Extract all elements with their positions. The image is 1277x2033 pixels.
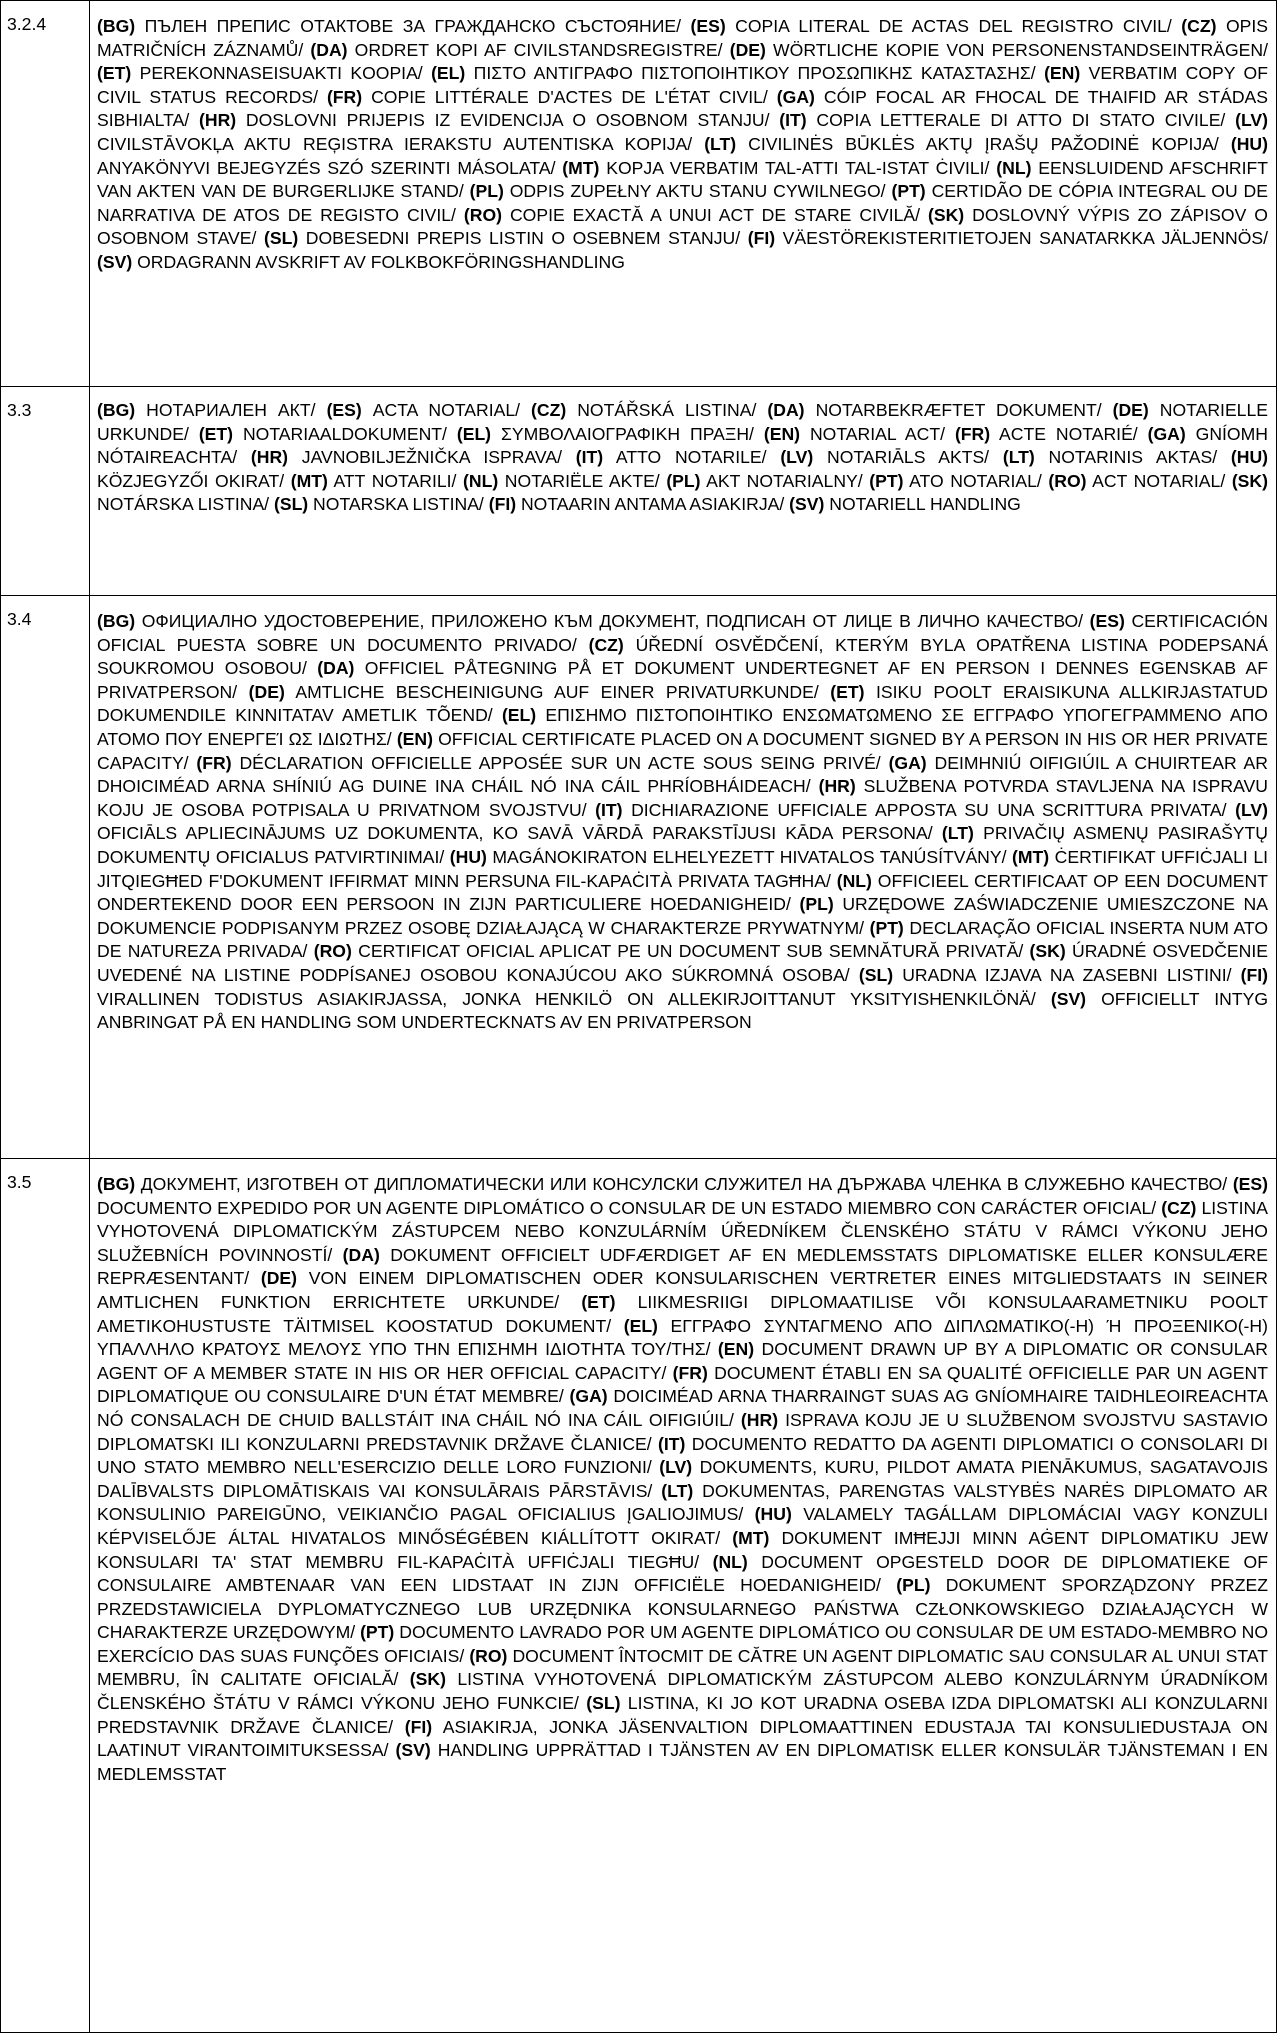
language-code: (SK) xyxy=(927,204,965,225)
language-code: (EL) xyxy=(501,705,537,726)
language-code: (DE) xyxy=(1112,400,1149,420)
translation-text: ACT NOTARIAL/ xyxy=(1086,470,1232,491)
translation-text: ПЪЛЕН ПРЕПИС ОТАКТОВЕ ЗА ГРАЖДАНСКО СЪСТОЯНИЕ/ xyxy=(135,16,691,36)
language-code: (SV) xyxy=(1050,988,1087,1009)
translation-text: NOTÁŘSKÁ LISTINA/ xyxy=(566,400,768,420)
translation-text: MAGÁNOKIRATON ELHELYEZETT HIVATALOS TANÚSÍTVÁNY/ xyxy=(486,846,1013,867)
translation-text: ASIAKIRJA, JONKA JÄSENVALTION DIPLOMAATTINEN EDUSTAJA TAI KONSULIEDUSTAJA ON LAATINUT VIRANTOIMITUKSESSA/ xyxy=(97,1716,1268,1761)
translation-text: COPIE EXACTĂ A UNUI ACT DE STARE CIVILĂ/ xyxy=(501,204,928,225)
translation-text: ĊERTIFIKAT UFFIĊJALI LI JITQIEGĦED F'DOKUMENT IFFIRMAT MINN PERSUNA FIL-KAPAĊITÀ PRIVATA TAGĦHA/ xyxy=(97,846,1268,891)
translation-text: ΠΙΣΤΟ ΑΝΤΙΓΡΑΦΟ ΠΙΣΤΟΠΟΙΗΤΙΚΟΥ ΠΡΟΣΩΠΙΚΗΣ ΚΑΤΑΣΤΑΣΗΣ/ xyxy=(465,63,1045,84)
translation-text: DOSLOVNÝ VÝPIS ZO ZÁPISOV O OSOBNOM STAVE/ xyxy=(97,204,1268,249)
translation-text: NOTARINIS AKTAS/ xyxy=(1034,447,1231,468)
translation-text: DOBESEDNI PREPIS LISTIN O OSEBNEM STANJU/ xyxy=(298,228,748,249)
translation-text: OPIS MATRIČNÍCH ZÁZNAMŮ/ xyxy=(97,16,1269,60)
language-code: (EL) xyxy=(431,63,466,84)
translation-text: DOCUMENTO EXPEDIDO POR UN AGENTE DIPLOMÁTICO O CONSULAR DE UN ESTADO MIEMBRO CON CARÁCTER OFICIAL/ xyxy=(97,1197,1162,1218)
translation-text: NOTARIELLE URKUNDE/ xyxy=(97,400,1268,444)
translation-text: CIVILSTĀVOKĻA AKTU REĢISTRA IERAKSTU AUTENTISKA KOPIJA/ xyxy=(97,133,705,154)
language-code: (ET) xyxy=(198,423,234,444)
translation-text: KÖZJEGYZŐI OKIRAT/ xyxy=(97,470,291,491)
translation-text: LIIKMESRIIGI DIPLOMAATILISE VÕI KONSULAARAMETNIKU POOLT AMETIKOHUSTUSTE TÄITMISEL KOOSTATUD DOKUMENT/ xyxy=(97,1291,1268,1336)
language-code: (CZ) xyxy=(1181,16,1217,36)
language-code: (HU) xyxy=(1230,447,1269,468)
row-number: 3.4 xyxy=(1,596,90,1159)
language-code: (EN) xyxy=(1044,63,1081,84)
translation-text: COPIA LETTERALE DI ATTO DI STATO CIVILE/ xyxy=(806,110,1236,131)
language-code: (EN) xyxy=(396,728,433,749)
language-code: (EL) xyxy=(623,1315,658,1336)
language-code: (DE) xyxy=(729,39,766,60)
language-code: (MT) xyxy=(290,470,328,491)
language-code: (DA) xyxy=(342,1244,380,1265)
translation-text: WÖRTLICHE KOPIE VON PERSONENSTANDSEINTRÄGEN/ xyxy=(765,39,1268,60)
language-code: (SV) xyxy=(97,251,133,272)
table-row xyxy=(1,387,1277,596)
translation-text: DÉCLARATION OFFICIELLE APPOSÉE SUR UN ACTE SOUS SEING PRIVÉ/ xyxy=(231,752,889,773)
translation-text: NOTÁRSKA LISTINA/ xyxy=(97,494,274,515)
translation-text: LISTINA VYHOTOVENÁ DIPLOMATICKÝM ZÁSTUPCOM ALEBO KONZULÁRNYM ÚRADNÍKOM ČLENSKÉHO ŠTÁTU V RÁMCI VÝKONU JEHO FUNKCIE/ xyxy=(97,1669,1268,1714)
translation-text: NOTARIĀLS AKTS/ xyxy=(813,447,1003,468)
translation-text: DOCUMENT ÉTABLI EN SA QUALITÉ OFFICIELLE PAR UN AGENT DIPLOMATIQUE OU CONSULAIRE D'UN ÉTAT MEMBRE/ xyxy=(97,1362,1268,1407)
language-code: (PT) xyxy=(869,470,904,491)
language-code: (MT) xyxy=(562,157,600,178)
translation-text: VERBATIM COPY OF CIVIL STATUS RECORDS/ xyxy=(97,63,1268,107)
language-code: (ES) xyxy=(326,400,362,420)
translation-text: NOTARIAL ACT/ xyxy=(800,423,955,444)
language-code: (HR) xyxy=(199,110,237,131)
language-code: (DA) xyxy=(317,658,355,679)
translation-text: DOKUMENT IMĦEJJI MINN AĠENT DIPLOMATIKU JEW KONSULARI TA' STAT MEMBRU FIL-KAPAĊITÀ UFFIĊJALI TIEGĦU/ xyxy=(97,1527,1268,1572)
translation-text: VON EINEM DIPLOMATISCHEN ODER KONSULARISCHEN VERTRETER EINES MITGLIEDSTAATS IN SEINER AMTLICHEN FUNKTION ERRICHTETE URKUNDE/ xyxy=(97,1268,1268,1312)
row-number: 3.5 xyxy=(1,1159,90,2033)
translation-text: ISPRAVA KOJU JE U SLUŽBENOM SVOJSTVU SASTAVIO DIPLOMATSKI ILI KONZULARNI PREDSTAVNIK DRŽAVE ČLANICE/ xyxy=(97,1409,1268,1454)
translation-text: NOTARSKA LISTINA/ xyxy=(308,494,489,515)
translation-text: DOKUMENT SPORZĄDZONY PRZEZ PRZEDSTAWICIELA DYPLOMATYCZNEGO LUB URZĘDNIKA KONSULARNEGO PAŃSTWA CZŁONKOWSKIEGO DZIAŁAJĄCYCH W CHARAKTERZE URZĘDOWYM/ xyxy=(97,1575,1268,1643)
translation-text: COPIA LITERAL DE ACTAS DEL REGISTRO CIVIL/ xyxy=(725,16,1182,36)
translation-text: ATT NOTARILI/ xyxy=(327,470,464,491)
language-code: (BG) xyxy=(97,611,136,631)
language-code: (EN) xyxy=(763,423,801,444)
translation-text: DOCUMENTO REDATTO DA AGENTI DIPLOMATICI O CONSOLARI DI UNO STATO MEMBRO NELL'ESERCIZIO DELLE LORO FUNZIONI/ xyxy=(97,1433,1268,1478)
translation-text: ОФИЦИАЛНО УДОСТОВЕРЕНИЕ, ПРИЛОЖЕНО КЪМ ДОКУМЕНТ, ПОДПИСАН ОТ ЛИЦЕ В ЛИЧНО КАЧЕСТВО/ xyxy=(135,611,1090,631)
language-code: (BG) xyxy=(97,16,136,36)
language-code: (FI) xyxy=(404,1716,433,1737)
language-code: (FI) xyxy=(488,494,517,515)
translation-text: URADNA IZJAVA NA ZASEBNI LISTINI/ xyxy=(893,964,1241,985)
translation-text: NOTARIËLE AKTE/ xyxy=(498,470,667,491)
language-code: (RO) xyxy=(313,941,352,962)
translation-text: DOKUMENTS, KURU, PILDOT AMATA PIENĀKUMUS, SAGATAVOJIS DALĪBVALSTS DIPLOMĀTISKAIS VAI KONSULĀRAIS PĀRSTĀVIS/ xyxy=(97,1457,1268,1501)
translation-text: ÚRADNÉ OSVEDČENIE UVEDENÉ NA LISTINE PODPÍSANEJ OSOBOU KONAJÚCOU AKO SÚKROMNÁ OSOBA/ xyxy=(97,941,1268,985)
language-code: (SV) xyxy=(395,1740,431,1761)
translation-text: OFFICIAL CERTIFICATE PLACED ON A DOCUMENT SIGNED BY A PERSON IN HIS OR HER PRIVATE CAPACITY/ xyxy=(97,728,1268,773)
language-code: (EL) xyxy=(456,423,492,444)
translation-text: DOCUMENT ÎNTOCMIT DE CĂTRE UN AGENT DIPLOMATIC SAU CONSULAR AL UNUI STAT MEMBRU, ÎN CALITATE OFICIALĂ/ xyxy=(97,1645,1268,1690)
translation-text: DOCUMENTO LAVRADO POR UM AGENTE DIPLOMÁTICO OU CONSULAR DE UM ESTADO-MEMBRO NO EXERCÍCIO DAS SUAS FUNÇÕES OFICIAIS/ xyxy=(97,1622,1269,1666)
language-code: (DE) xyxy=(260,1268,298,1289)
translation-text: ΕΠΙΣΗΜΟ ΠΙΣΤΟΠΟΙΗΤΙΚΟ ΕΝΣΩΜΑΤΩΜΕΝΟ ΣΕ ΕΓΓΡΑΦΟ ΥΠΟΓΕΓΡΑΜΜΕΝΟ ΑΠΟ ΑΤΟΜΟ ΠΟΥ ΕΝΕΡΓΕΊ ΩΣ ΙΔΙΩΤΗΣ/ xyxy=(97,705,1268,749)
language-code: (HR) xyxy=(740,1409,779,1430)
translation-text: ORDAGRANN AVSKRIFT AV FOLKBOKFÖRINGSHANDLING xyxy=(132,251,625,272)
translation-text: ATO NOTARIAL/ xyxy=(903,470,1049,491)
language-code: (LT) xyxy=(1002,447,1035,468)
language-code: (BG) xyxy=(97,1174,136,1194)
translation-text: DOSLOVNI PRIJEPIS IZ EVIDENCIJA O OSOBNOM STANJU/ xyxy=(236,110,780,131)
translation-text: DOKUMENT OFFICIELT UDFÆRDIGET AF EN MEDLEMSSTATS DIPLOMATISKE ELLER KONSULÆRE REPRÆSENTANT/ xyxy=(97,1244,1268,1289)
language-code: (LT) xyxy=(661,1480,694,1501)
language-code: (GA) xyxy=(776,86,815,107)
language-code: (PL) xyxy=(799,894,834,915)
language-code: (HR) xyxy=(818,776,856,797)
translation-text: ДОКУМЕНТ, ИЗГОТВЕН ОТ ДИПЛОМАТИЧЕСКИ ИЛИ КОНСУЛСКИ СЛУЖИТЕЛ НА ДЪРЖАВА ЧЛЕНКА В СЛУЖЕБНО КАЧЕСТВО/ xyxy=(135,1174,1233,1194)
language-code: (LV) xyxy=(1235,110,1268,131)
translation-text: OFICIĀLS APLIECINĀJUMS UZ DOKUMENTA, KO SAVĀ VĀRDĀ PARAKSTĪJUSI KĀDA PERSONA/ xyxy=(97,823,942,844)
language-code: (PL) xyxy=(469,181,504,202)
translation-text: URZĘDOWE ZAŚWIADCZENIE UMIESZCZONE NA DOKUMENCIE PODPISANYM PRZEZ OSOBĘ DZIAŁAJĄCĄ W CHARAKTERZE PRYWATNYM/ xyxy=(97,894,1268,938)
translation-text: ATTO NOTARILE/ xyxy=(603,447,781,468)
language-code: (NL) xyxy=(712,1551,748,1572)
language-code: (PL) xyxy=(896,1575,931,1596)
translation-text: SLUŽBENA POTVRDA STAVLJENA NA ISPRAVU KOJU JE OSOBA POTPISALA U PRIVATNOM SVOJSTVU/ xyxy=(97,776,1268,820)
translation-text: ACTA NOTARIAL/ xyxy=(361,400,532,420)
language-code: (LT) xyxy=(941,823,974,844)
language-code: (IT) xyxy=(779,110,807,131)
translation-text: NOTARIELL HANDLING xyxy=(824,494,1021,515)
translation-text: AKT NOTARIALNY/ xyxy=(700,470,870,491)
language-code: (FR) xyxy=(196,752,232,773)
language-code: (FI) xyxy=(747,228,776,249)
language-code: (IT) xyxy=(575,447,604,468)
table-row xyxy=(1,1159,1277,2033)
language-code: (ET) xyxy=(830,681,865,702)
language-code: (HR) xyxy=(250,447,289,468)
language-code: (EN) xyxy=(717,1339,755,1360)
language-code: (FI) xyxy=(1240,964,1268,985)
translation-text: VALAMELY TAGÁLLAM DIPLOMÁCIAI VAGY KONZULI KÉPVISELŐJE ÁLTAL HIVATALOS MINŐSÉGÉBEN KIÁLLÍTOTT OKIRAT/ xyxy=(97,1504,1268,1548)
language-code: (PT) xyxy=(360,1622,395,1643)
table-row xyxy=(1,1,1277,387)
language-code: (CZ) xyxy=(1161,1197,1197,1218)
translation-text: DOCUMENT DRAWN UP BY A DIPLOMATIC OR CONSULAR AGENT OF A MEMBER STATE IN HIS OR HER OFFICIAL CAPACITY/ xyxy=(97,1339,1268,1383)
language-code: (NL) xyxy=(463,470,499,491)
language-code: (FR) xyxy=(672,1362,708,1383)
row-text xyxy=(90,387,1277,596)
language-code: (SL) xyxy=(273,494,309,515)
translation-text: DOCUMENT OPGESTELD DOOR DE DIPLOMATIEKE OF CONSULAIRE AMBTENAAR VAN EEN LIDSTAAT IN ZIJN OFFICIËLE HOEDANIGHEID/ xyxy=(97,1551,1268,1596)
row-text xyxy=(90,1159,1277,2033)
translation-text: DOICIMÉAD ARNA THARRAINGT SUAS AG GNÍOMHAIRE TAIDHLEOIREACHTA NÓ CONSALACH DE CHUID BALLSTÁIT INA CHÁIL NÓ INA CÁIL OIFIGIÚIL/ xyxy=(97,1386,1268,1430)
translation-text: AMTLICHE BESCHEINIGUNG AUF EINER PRIVATURKUNDE/ xyxy=(284,681,831,702)
language-code: (DA) xyxy=(767,400,805,420)
translation-text: PRIVAČIŲ ASMENŲ PASIRAŠYTŲ DOKUMENTŲ OFICIALUS PATVIRTINIMAI/ xyxy=(97,823,1268,867)
language-code: (MT) xyxy=(1012,846,1050,867)
table-row xyxy=(1,596,1277,1159)
language-code: (SL) xyxy=(586,1693,621,1714)
language-code: (SV) xyxy=(789,494,825,515)
translation-text: VÄESTÖREKISTERITIETOJEN SANATARKKA JÄLJENNÖS/ xyxy=(775,228,1269,249)
translation-text: DICHIARAZIONE UFFICIALE APPOSTA SU UNA SCRITTURA PRIVATA/ xyxy=(622,799,1236,820)
language-code: (PT) xyxy=(891,181,926,202)
language-code: (GA) xyxy=(569,1386,608,1407)
language-code: (LV) xyxy=(659,1457,693,1478)
translation-text: HANDLING UPPRÄTTAD I TJÄNSTEN AV EN DIPLOMATISK ELLER KONSULÄR TJÄNSTEMAN I EN MEDLEMSSTAT xyxy=(97,1740,1269,1784)
translation-text: VIRALLINEN TODISTUS ASIAKIRJASSA, JONKA HENKILÖ ON ALLEKIRJOITTANUT YKSITYISHENKILÖNÄ/ xyxy=(97,988,1051,1009)
translation-text: ISIKU POOLT ERAISIKUNA ALLKIRJASTATUD DOKUMENDILE KINNITATAV AMETLIK TÕEND/ xyxy=(97,681,1269,726)
translation-text: DECLARAÇÃO OFICIAL INSERTA NUM ATO DE NATUREZA PRIVADA/ xyxy=(97,917,1268,962)
language-code: (DE) xyxy=(248,681,285,702)
row-number: 3.3 xyxy=(1,387,90,596)
language-code: (ES) xyxy=(690,16,726,36)
translation-text: GNÍOMH NÓTAIREACHTA/ xyxy=(97,423,1268,468)
translation-text: ΕΓΓΡΑΦΟ ΣΥΝΤΑΓΜΕΝΟ ΑΠΟ ΔΙΠΛΩΜΑΤΙΚΟ(-Η) Ή ΠΡΟΞΕΝΙΚΟ(-Η) ΥΠΑΛΛΗΛΟ ΚΡΑΤΟΥΣ ΜΕΛΟΥΣ ΥΠΟ ΤΗΝ ΕΠΙΣΗΜΗ ΙΔΙΟΤΗΤΑ ΤΟΥ/ΤΗΣ/ xyxy=(97,1315,1268,1360)
translation-text: OFFICIEEL CERTIFICAAT OP EEN DOCUMENT ONDERTEKEND DOOR EEN PERSOON IN ZIJN PARTICULIERE HOEDANIGHEID/ xyxy=(97,870,1268,915)
language-code: (ES) xyxy=(1232,1174,1268,1194)
translation-text: ORDRET KOPI AF CIVILSTANDSREGISTRE/ xyxy=(347,39,730,60)
translation-text: CERTIFICACIÓN OFICIAL PUESTA SOBRE UN DOCUMENTO PRIVADO/ xyxy=(97,611,1268,655)
language-code: (PL) xyxy=(666,470,701,491)
language-code: (HU) xyxy=(754,1504,792,1525)
language-code: (IT) xyxy=(595,799,623,820)
translation-text: ÚŘEDNÍ OSVĚDČENÍ, KTERÝM BYLA OPATŘENA LISTINA PODEPSANÁ SOUKROMOU OSOBOU/ xyxy=(97,634,1268,679)
language-code: (HU) xyxy=(449,846,487,867)
language-code: (PT) xyxy=(869,917,904,938)
language-code: (RO) xyxy=(469,1645,508,1666)
translation-text: ACTE NOTARIÉ/ xyxy=(990,423,1148,444)
translation-text: OFFICIELLT INTYG ANBRINGAT PÅ EN HANDLING SOM UNDERTECKNATS AV EN PRIVATPERSON xyxy=(97,988,1269,1033)
language-code: (GA) xyxy=(1147,423,1186,444)
language-code: (ET) xyxy=(97,63,132,84)
translation-text: НОТАРИАЛЕН АКТ/ xyxy=(135,400,327,420)
translation-text: DOKUMENTAS, PARENGTAS VALSTYBĖS NARĖS DIPLOMATO AR KONSULINIO PAREIGŪNO, VEIKIANČIO PAGAL OFICIALIUS ĮGALIOJIMUS/ xyxy=(97,1480,1268,1525)
translation-text: NOTARBEKRÆFTET DOKUMENT/ xyxy=(804,400,1113,420)
translation-text: DEIMHNIÚ OIFIGIÚIL A CHUIRTEAR AR DHOICIMÉAD ARNA SHÍNIÚ AG DUINE INA CHÁIL NÓ INA CÁIL PHRÍOBHÁIDEACH/ xyxy=(97,752,1268,797)
language-code: (LV) xyxy=(780,447,814,468)
language-code: (DA) xyxy=(310,39,348,60)
row-text xyxy=(90,596,1277,1159)
row-number: 3.2.4 xyxy=(1,1,90,387)
translation-text: OFFICIEL PÅTEGNING PÅ ET DOKUMENT UNDERTEGNET AF EN PERSON I DENNES EGENSKAB AF PRIVATPERSON/ xyxy=(97,658,1268,702)
translation-text: PEREKONNASEISUAKTI KOOPIA/ xyxy=(131,63,432,84)
translation-text: CERTIFICAT OFICIAL APLICAT PE UN DOCUMENT SUB SEMNĂTURĂ PRIVATĂ/ xyxy=(351,941,1030,962)
language-code: (NL) xyxy=(836,870,872,891)
language-code: (GA) xyxy=(888,752,927,773)
language-code: (LV) xyxy=(1235,799,1269,820)
language-code: (CZ) xyxy=(588,634,624,655)
language-code: (FR) xyxy=(326,86,363,107)
translation-text: CIVILINĖS BŪKLĖS AKTŲ ĮRAŠŲ PAŽODINĖ KOPIJA/ xyxy=(736,133,1231,154)
language-code: (HU) xyxy=(1230,133,1268,154)
language-code: (MT) xyxy=(732,1527,770,1548)
translation-text: CERTIDÃO DE CÓPIA INTEGRAL OU DE NARRATIVA DE ATOS DE REGISTO CIVIL/ xyxy=(97,181,1268,225)
language-code: (SK) xyxy=(1029,941,1066,962)
row-text xyxy=(90,1,1277,387)
translation-text: COPIE LITTÉRALE D'ACTES DE L'ÉTAT CIVIL/ xyxy=(362,86,777,107)
language-code: (SK) xyxy=(1231,470,1268,491)
language-code: (LT) xyxy=(704,133,737,154)
translation-text: JAVNOBILJEŽNIČKA ISPRAVA/ xyxy=(288,447,576,468)
language-code: (NL) xyxy=(996,157,1032,178)
language-code: (IT) xyxy=(658,1433,686,1454)
language-code: (SL) xyxy=(858,964,894,985)
translation-text: NOTARIAALDOKUMENT/ xyxy=(233,423,457,444)
language-code: (FR) xyxy=(954,423,991,444)
translation-text: KOPJA VERBATIM TAL-ATTI TAL-ISTAT ĊIVILI/ xyxy=(599,157,997,178)
translation-text: ΣΥΜΒΟΛΑΙΟΓΡΑΦΙΚΗ ΠΡΑΞΗ/ xyxy=(491,423,764,444)
translation-text: ODPIS ZUPEŁNY AKTU STANU CYWILNEGO/ xyxy=(503,181,892,202)
translation-text: EENSLUIDEND AFSCHRIFT VAN AKTEN VAN DE BURGERLIJKE STAND/ xyxy=(97,157,1269,202)
language-code: (SL) xyxy=(263,228,299,249)
translation-text: NOTAARIN ANTAMA ASIAKIRJA/ xyxy=(516,494,790,515)
translation-text: LISTINA, KI JO KOT URADNA OSEBA IZDA DIPLOMATSKI ALI KONZULARNI PREDSTAVNIK DRŽAVE ČLANICE/ xyxy=(97,1693,1268,1737)
language-code: (RO) xyxy=(1048,470,1087,491)
language-code: (RO) xyxy=(463,204,502,225)
language-code: (BG) xyxy=(97,400,136,420)
translation-text: CÓIP FOCAL AR FHOCAL DE THAIFID AR STÁDAS SIBHIALTA/ xyxy=(97,86,1268,131)
language-code: (SK) xyxy=(409,1669,446,1690)
translation-text: LISTINA VYHOTOVENÁ DIPLOMATICKÝM ZÁSTUPCEM NEBO KONZULÁRNÍM ÚŘEDNÍKEM ČLENSKÉHO STÁTU V RÁMCI VÝKONU JEHO SLUŽEBNÍCH POVINNOSTÍ/ xyxy=(97,1197,1268,1265)
language-code: (ET) xyxy=(581,1291,616,1312)
language-code: (CZ) xyxy=(531,400,567,420)
language-code: (ES) xyxy=(1089,611,1125,631)
translation-text: ANYAKÖNYVI BEJEGYZÉS SZÓ SZERINTI MÁSOLATA/ xyxy=(97,157,563,178)
